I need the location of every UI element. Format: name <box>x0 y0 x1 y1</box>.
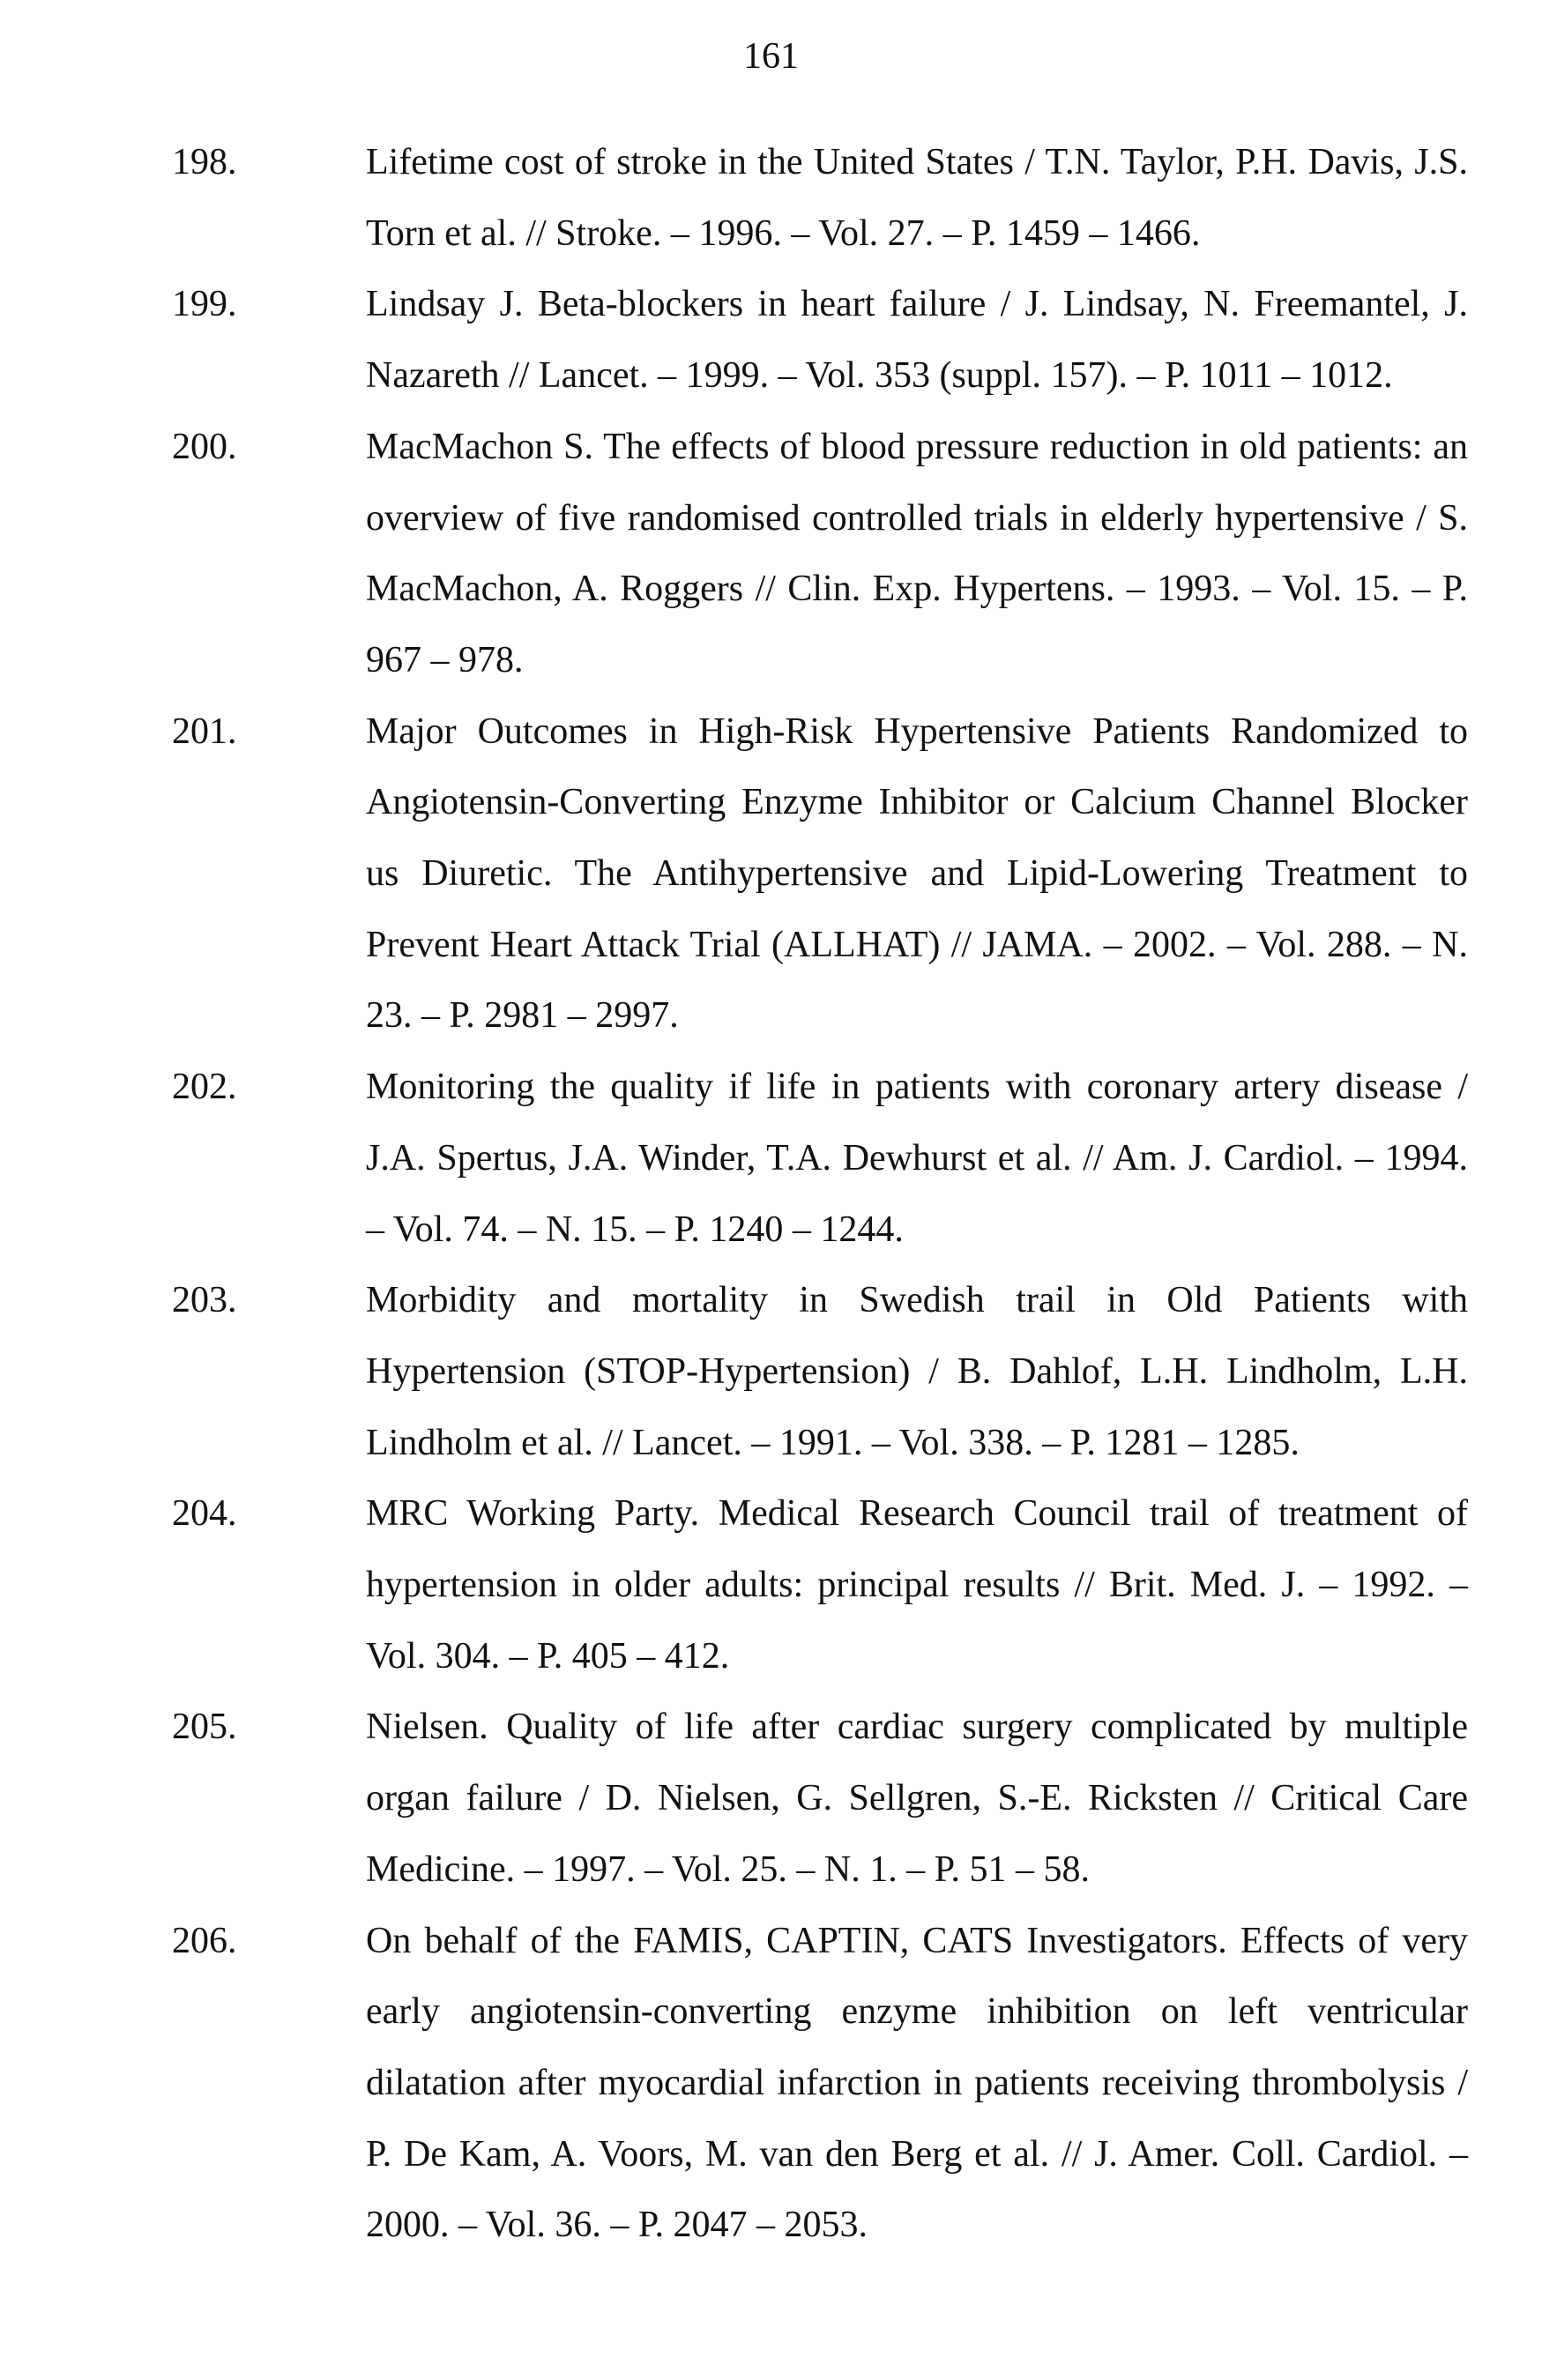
reference-list <box>172 127 1468 2261</box>
reference-text: Monitoring the quality if life in patients with coronary artery disease / J.A. Spertus, J.A. Winder, T.A. Dewhurst et al. // Am. J. Cardiol. – 1994. – Vol. 74. – N. 15. – P. 1240 – 1244. <box>366 1067 1468 1250</box>
reference-text: Major Outcomes in High-Risk Hypertensive Patients Randomized to Angiotensin-Converting Enzyme Inhibitor or Calcium Channel Blocker us Diuretic. The Antihypertensive and Lipid-Lowering Treatment to Prevent Heart Attack Trial (ALLHAT) // JAMA. – 2002. – Vol. 288. – N. 23. – P. 2981 – 2997. <box>366 710 1468 1037</box>
reference-item <box>172 1906 1468 2262</box>
reference-number: 198. <box>172 142 237 182</box>
reference-number: 201. <box>172 710 237 752</box>
reference-number: 199. <box>172 284 237 325</box>
reference-number: 200. <box>172 426 237 467</box>
reference-item <box>172 1692 1468 1905</box>
reference-text: Lindsay J. Beta-blockers in heart failure / J. Lindsay, N. Freemantel, J. Nazareth // Lancet. – 1999. – Vol. 353 (suppl. 157). – P. 1011 – 1012. <box>366 284 1468 397</box>
reference-text: Lifetime cost of stroke in the United States / T.N. Taylor, P.H. Davis, J.S. Torn et al. // Stroke. – 1996. – Vol. 27. – P. 1459 – 1466. <box>366 142 1468 254</box>
reference-item <box>172 1265 1468 1478</box>
reference-number: 202. <box>172 1067 237 1108</box>
reference-text: On behalf of the FAMIS, CAPTIN, CATS Investigators. Effects of very early angiotensin-converting enzyme inhibition on left ventricular dilatation after myocardial infarction in patients receiving thrombolysis / P. De Kam, A. Voors, M. van den Berg et al. // J. Amer. Coll. Cardiol. – 2000. – Vol. 36. – P. 2047 – 2053. <box>366 1920 1468 2246</box>
page-number: 161 <box>743 36 799 77</box>
reference-item <box>172 1478 1468 1692</box>
reference-text: Morbidity and mortality in Swedish trail in Old Patients with Hypertension (STOP-Hypertension) / B. Dahlof, L.H. Lindholm, L.H. Lindholm et al. // Lancet. – 1991. – Vol. 338. – P. 1281 – 1285. <box>366 1280 1468 1463</box>
reference-item <box>172 1052 1468 1265</box>
reference-number: 204. <box>172 1493 237 1535</box>
reference-item <box>172 696 1468 1052</box>
reference-number: 203. <box>172 1280 237 1321</box>
reference-text: MRC Working Party. Medical Research Council trail of treatment of hypertension in older adults: principal results // Brit. Med. J. – 1992. – Vol. 304. – P. 405 – 412. <box>366 1493 1468 1677</box>
reference-number: 206. <box>172 1920 237 1961</box>
reference-item <box>172 127 1468 269</box>
reference-text: MacMachon S. The effects of blood pressure reduction in old patients: an overview of five randomised controlled trials in elderly hypertensive / S. MacMachon, A. Roggers // Clin. Exp. Hypertens. – 1993. – Vol. 15. – P. 967 – 978. <box>366 426 1468 681</box>
reference-item <box>172 412 1468 696</box>
reference-number: 205. <box>172 1707 237 1748</box>
reference-text: Nielsen. Quality of life after cardiac surgery complicated by multiple organ failure / D. Nielsen, G. Sellgren, S.-E. Ricksten // Critical Care Medicine. – 1997. – Vol. 25. – N. 1. – P. 51 – 58. <box>366 1707 1468 1890</box>
reference-item <box>172 269 1468 411</box>
